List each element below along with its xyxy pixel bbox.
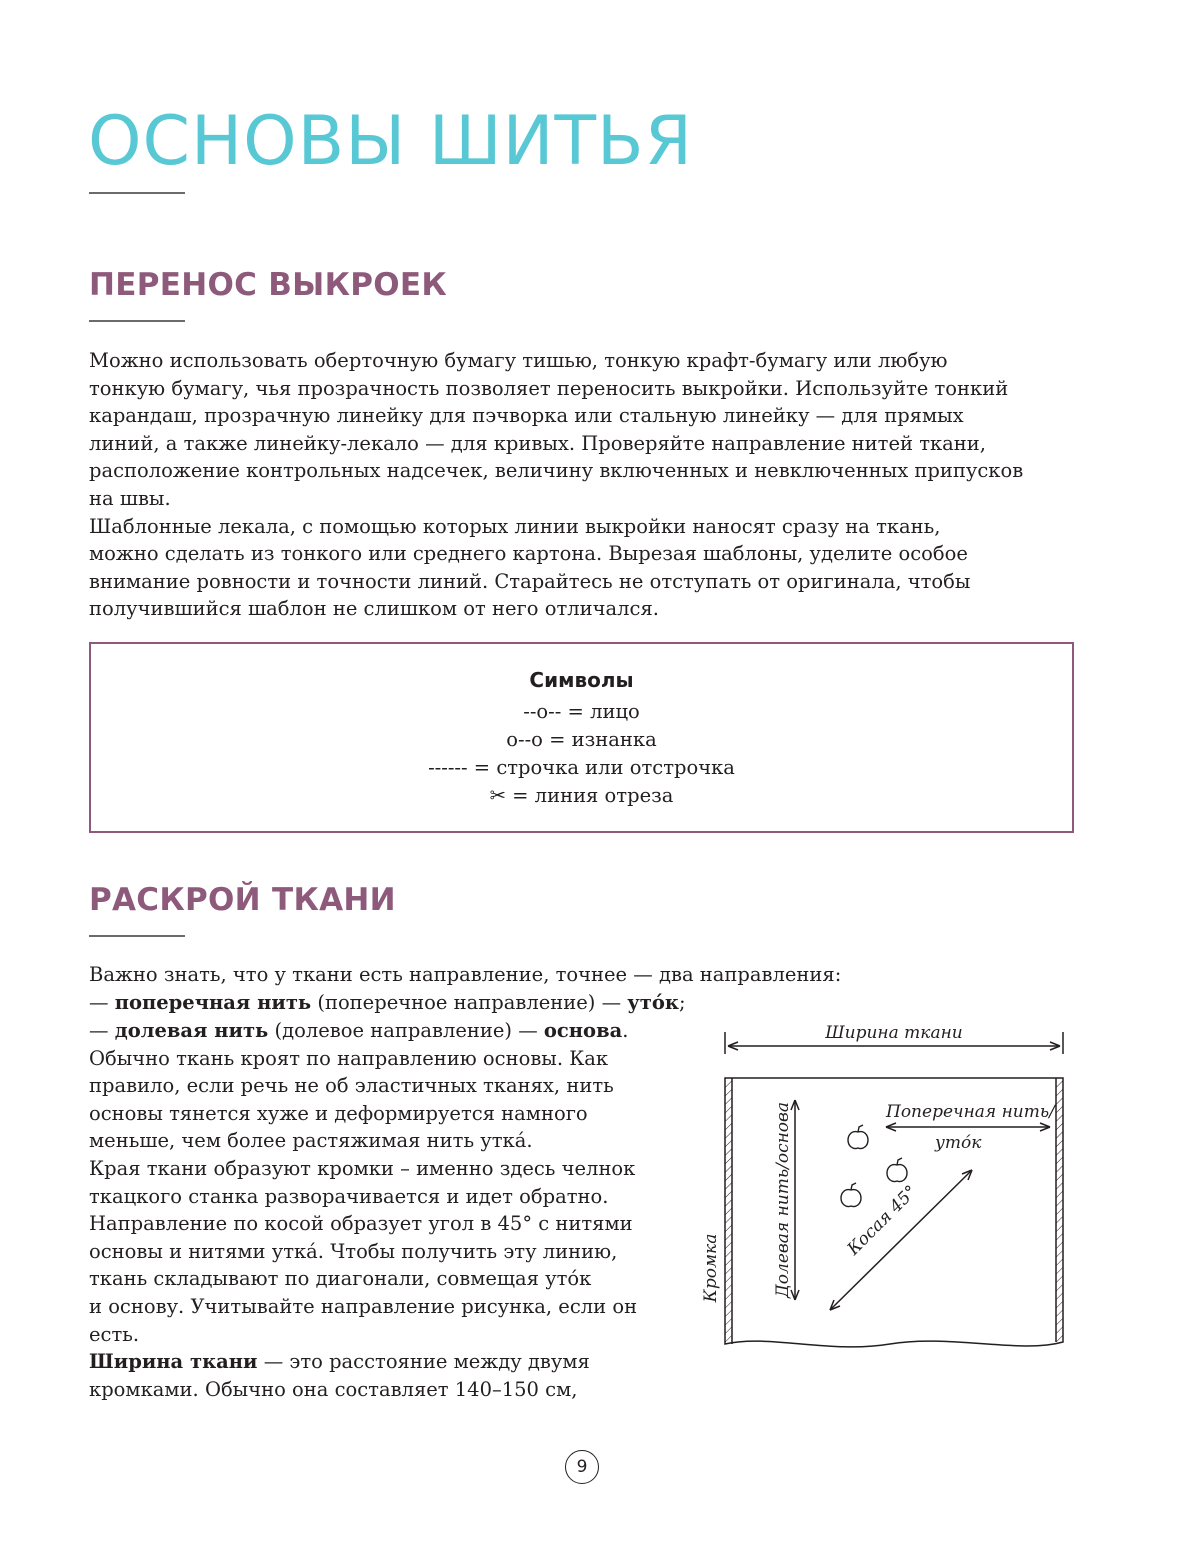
text-line: ткацкого станка разворачивается и идет обратно. (89, 1184, 609, 1208)
symbols-title: Символы (529, 668, 634, 692)
text-line: кромками. Обычно она составляет 140–150 см, (89, 1377, 578, 1401)
text-line: есть. (89, 1322, 140, 1346)
text-line: Направление по косой образует угол в 45° с нитями (89, 1212, 633, 1236)
list-item-weft: — поперечная нить (поперечное направление) — уто́к; (89, 990, 686, 1014)
text-line: Шаблонные лекала, с помощью которых линии выкройки наносят сразу на ткань, (89, 514, 941, 538)
page-number: 9 (565, 1450, 599, 1484)
selvage-right-hatch (1056, 1078, 1063, 1342)
section-heading-fabric-cutting: РАСКРОЙ ТКАНИ (89, 882, 396, 918)
text-line: тонкую бумагу, чья прозрачность позволяет переносить выкройки. Используйте тонкий (89, 376, 1009, 400)
label-weft-1: Поперечная нить/ (886, 1102, 1055, 1122)
label-weft-2: уто́к (935, 1133, 982, 1153)
section-heading-pattern-transfer: ПЕРЕНОС ВЫКРОЕК (89, 267, 448, 303)
symbols-box (89, 642, 1074, 833)
text-line: линий, а также линейку-лекало — для кривых. Проверяйте направление нитей ткани, (89, 431, 986, 455)
symbol-cut-line: ✂ = линия отреза (489, 784, 674, 807)
text-line: можно сделать из тонкого или среднего картона. Вырезая шаблоны, уделите особое (89, 542, 968, 566)
pattern-transfer-text (89, 347, 1089, 623)
label-selvage: Кромка (701, 1233, 721, 1303)
text-line: меньше, чем более растяжимая нить утка́. (89, 1129, 533, 1153)
text-line: Края ткани образуют кромки – именно здесь челнок (89, 1156, 636, 1180)
text-line: Можно использовать оберточную бумагу тишью, тонкую крафт-бумагу или любую (89, 349, 948, 372)
text-line: основы тянется хуже и деформируется намного (89, 1101, 588, 1125)
label-bias: Косая 45° (843, 1181, 922, 1260)
fabric-intro-text (89, 961, 1089, 1016)
text-line: и основу. Учитывайте направление рисунка, если он (89, 1294, 638, 1318)
symbol-reverse: о--о = изнанка (506, 728, 657, 751)
section-underline (89, 935, 185, 937)
text-line: карандаш, прозрачную линейку для пэчворка или стальную линейку — для прямых (89, 404, 964, 428)
text-line: получившийся шаблон не слишком от него отличался. (89, 597, 659, 621)
symbol-face: --о-- = лицо (523, 700, 640, 723)
label-warp: Долевая нить/основа (773, 1101, 793, 1299)
label-fabric-width: Ширина ткани (825, 1023, 963, 1043)
apple-icon (848, 1125, 868, 1149)
text-line: основы и нитями утка́. Чтобы получить эту линию, (89, 1239, 618, 1263)
text-line: на швы. (89, 486, 171, 510)
text-line: Обычно ткань кроят по направлению основы. Как (89, 1046, 609, 1070)
title-underline (89, 192, 185, 194)
section-underline (89, 320, 185, 322)
page-title: ОСНОВЫ ШИТЬЯ (88, 102, 693, 181)
text-line-width: Ширина ткани — это расстояние между двумя (89, 1350, 590, 1374)
list-item-warp: — долевая нить (долевое направление) — основа. (89, 1019, 629, 1042)
fabric-cutting-text (89, 1017, 689, 1403)
text-line: правило, если речь не об эластичных тканях, нить (89, 1074, 614, 1098)
text-line: Важно знать, что у ткани есть направление, точнее — два направления: (89, 963, 842, 986)
text-line: расположение контрольных надсечек, величину включенных и невключенных припусков (89, 459, 1024, 483)
selvage-left-hatch (725, 1078, 732, 1344)
apple-icon (841, 1183, 861, 1207)
text-line: внимание ровности и точности линий. Старайтесь не отступать от оригинала, чтобы (89, 569, 971, 593)
fabric-grain-diagram (690, 1012, 1090, 1362)
symbol-stitch: ------ = строчка или отстрочка (428, 756, 735, 779)
apple-icon (887, 1158, 907, 1182)
text-line: ткань складывают по диагонали, совмещая уто́к (89, 1267, 592, 1291)
